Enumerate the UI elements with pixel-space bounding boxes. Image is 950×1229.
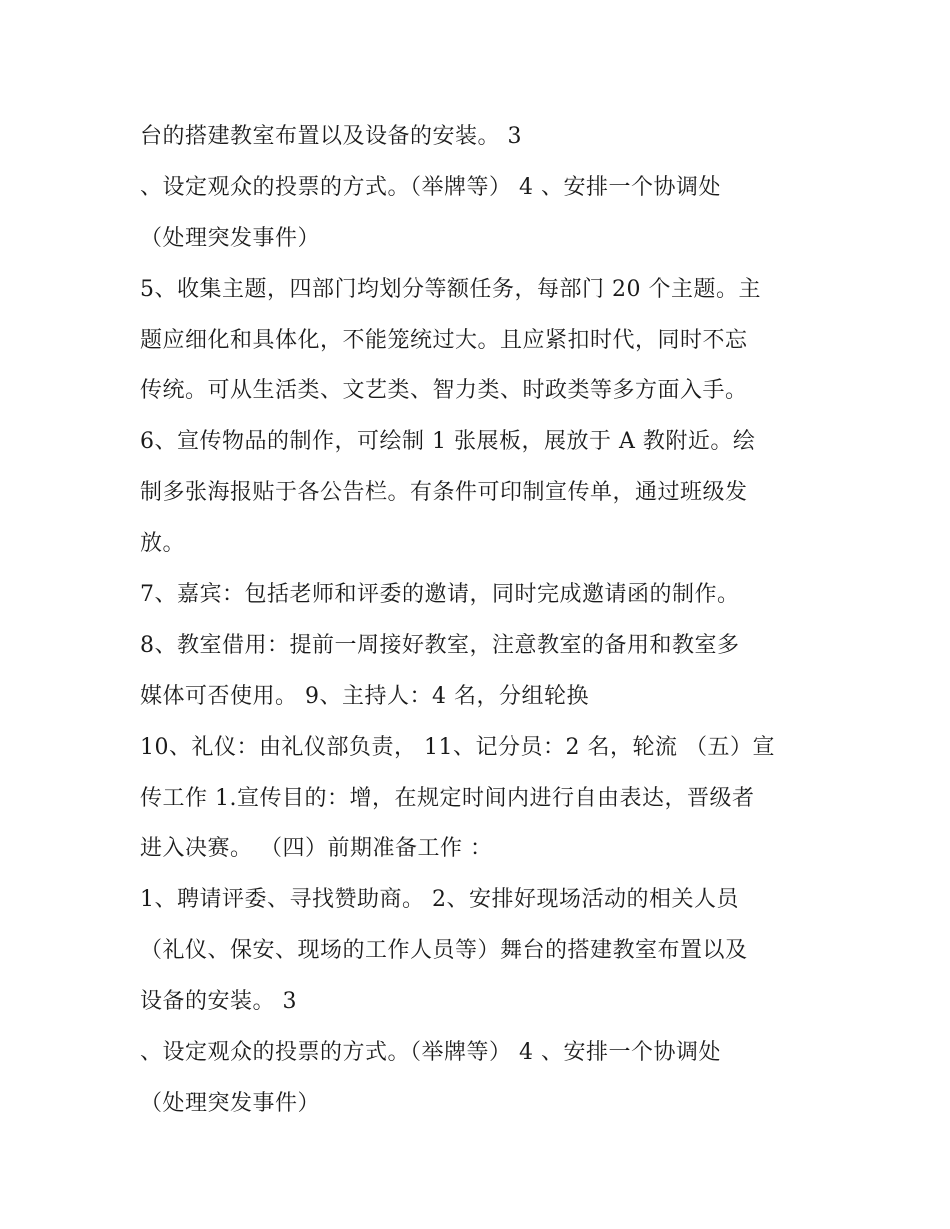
text-line: 10、礼仪：由礼仪部负责， 11、记分员：2 名，轮流 （五）宣: [140, 734, 775, 760]
text-line: 进入决赛。 （四）前期准备工作 ：: [140, 836, 493, 862]
text-line: 设备的安装。 3: [140, 989, 297, 1015]
text-line: 8、教室借用：提前一周接好教室，注意教室的备用和教室多: [140, 632, 740, 658]
text-line: （处理突发事件）: [140, 1090, 321, 1116]
text-line: 、设定观众的投票的方式。（举牌等） 4 、安排一个协调处: [140, 1040, 721, 1066]
text-line: （礼仪、保安、现场的工作人员等）舞台的搭建教室布置以及: [140, 938, 748, 964]
document-body: [140, 112, 830, 1130]
text-line: 制多张海报贴于各公告栏。有条件可印制宣传单，通过班级发: [140, 480, 748, 506]
text-line: 7、嘉宾：包括老师和评委的邀请，同时完成邀请函的制作。: [140, 582, 740, 608]
text-line: 1、聘请评委、寻找赞助商。 2、安排好现场活动的相关人员: [140, 887, 739, 913]
text-line: 放。: [140, 531, 186, 557]
text-line: 6、宣传物品的制作，可绘制 1 张展板，展放于 A 教附近。绘: [140, 429, 756, 455]
text-line: 传统。可从生活类、文艺类、智力类、时政类等多方面入手。: [140, 378, 748, 404]
text-line: 媒体可否使用。 9、主持人：4 名，分组轮换: [140, 683, 589, 709]
text-line: 5、收集主题，四部门均划分等额任务，每部门 20 个主题。主: [140, 276, 761, 302]
text-line: 传工作 1.宣传目的：增，在规定时间内进行自由表达，晋级者: [140, 785, 755, 811]
text-line: 、设定观众的投票的方式。（举牌等） 4 、安排一个协调处: [140, 174, 721, 200]
text-line: 题应细化和具体化，不能笼统过大。且应紧扣时代，同时不忘: [140, 327, 748, 353]
text-line: （处理突发事件）: [140, 225, 321, 251]
text-line: 台的搭建教室布置以及设备的安装。 3: [140, 124, 522, 149]
